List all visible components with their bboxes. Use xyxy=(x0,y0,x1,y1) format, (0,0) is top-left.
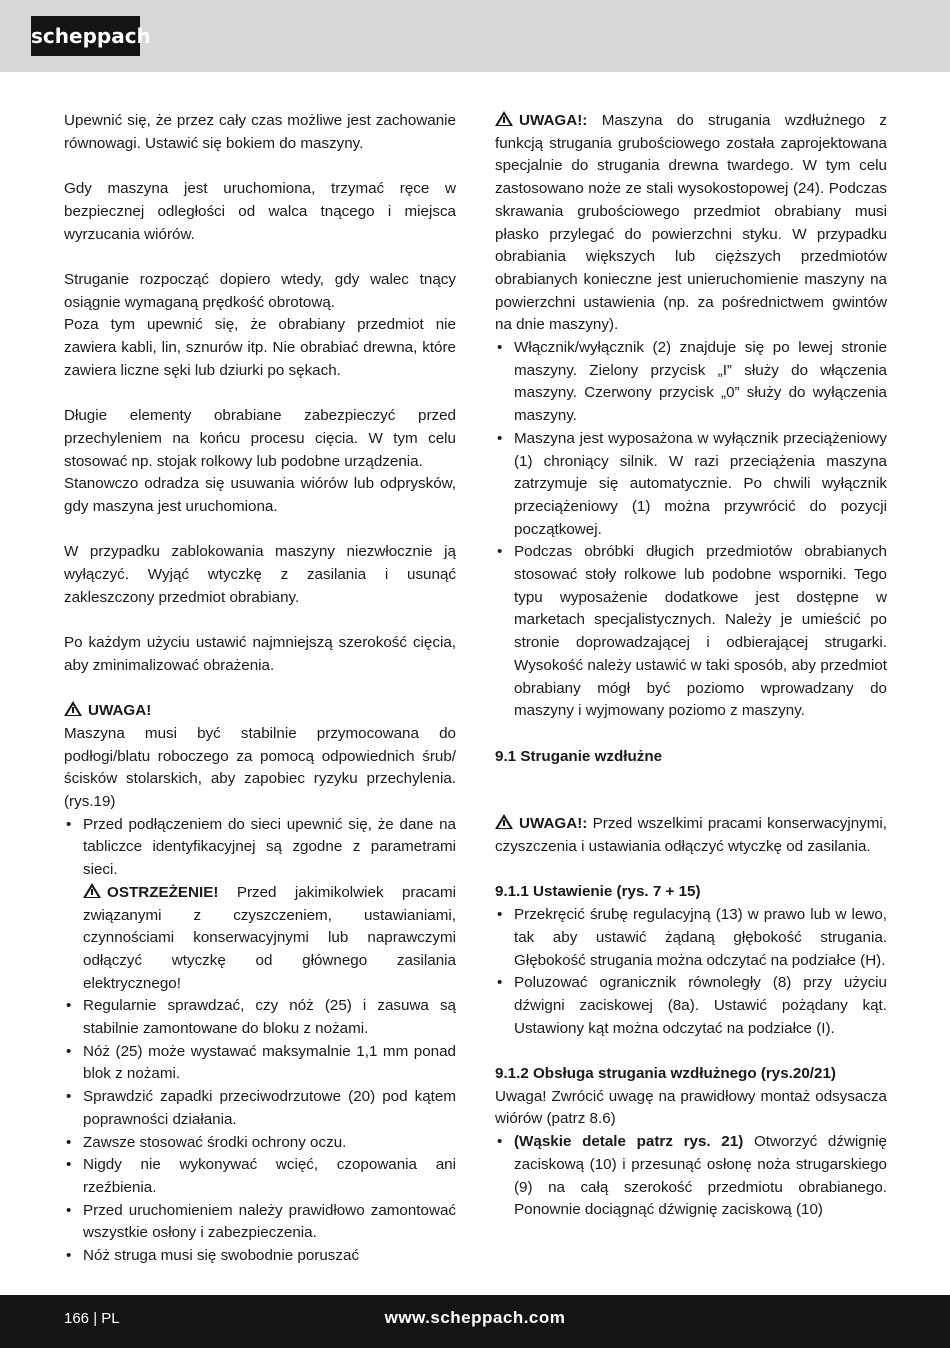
brand-logo: scheppach xyxy=(31,16,140,56)
warning-block xyxy=(495,110,887,337)
paragraph: Upewnić się, że przez cały czas możliwe jest zachowanie równowagi. Ustawić się bokiem do maszyny. xyxy=(64,112,456,152)
left-column xyxy=(64,110,456,1268)
paragraph: Stanowczo odradza się usuwania wiórów lub odprysków, gdy maszyna jest uruchomiona. xyxy=(64,475,456,515)
paragraph: Uwaga! Zwrócić uwagę na prawidłowy montaż odsysacza wiórów (patrz 8.6) xyxy=(495,1087,887,1128)
warning-triangle-icon xyxy=(495,111,513,126)
list-item: • Podczas obróbki długich przedmiotów obrabianych stosować stoły rolkowe lub podobne wsporniki. Tego typu wyposażenie dodatkowe jest dostępne w marketach specjalistycznych. Należy je umieścić po stronie doprowadzającej i odbierającej strugarki. Wysokość należy ustawić w taki sposób, aby przedmiot obrabiany mógł być poziomo wprowadzany do maszyny i wyjmowany poziomo z maszyny. xyxy=(495,541,887,723)
page-header xyxy=(0,0,950,72)
list-item: • Włącznik/wyłącznik (2) znajduje się po lewej stronie maszyny. Zielony przycisk „I” służy do włączenia maszyny. Czerwony przycisk „0” służy do wyłączenia maszyny. xyxy=(495,337,887,428)
warning-text: Maszyna musi być stabilnie przymocowana do podłogi/blatu roboczego za pomocą odpowiednich śrub/ścisków stolarskich, aby zapobiec ryzyku przechylenia. (rys.19) xyxy=(64,724,456,810)
paragraph: Struganie rozpocząć dopiero wtedy, gdy walec tnący osiągnie wymaganą prędkość obrotową. xyxy=(64,270,456,311)
list-item: • Maszyna jest wyposażona w wyłącznik przeciążeniowy (1) chroniący silnik. W razi przeciążenia maszyna zatrzymuje się automatycznie. Po chwili wyłącznik przeciążeniowy (1) można przywrócić do pozycji początkowej. xyxy=(495,428,887,542)
warning-text: Maszyna do strugania wzdłużnego z funkcją strugania grubościowego została zaprojektowana specjalnie do strugania drewna twardego. W tym celu zastosowano noże ze stali wysokostopowej (24). Podczas skrawania grubościowego przedmiot obrabiany musi płasko przylegać do powierzchni styku. W przypadku obrabiania większych lub cięższych przedmiotów obrabianych konieczne jest unieruchomienie maszyny na powierzchni ustawienia (np. za pośrednictwem gwintów na dnie maszyny). xyxy=(495,112,887,334)
list-item: • Przed uruchomieniem należy prawidłowo zamontować wszystkie osłony i zabezpieczenia. xyxy=(64,1200,456,1245)
sub-warning-text: Przed jakimikolwiek pracami związanymi z czyszczeniem, ustawianiami, czynnościami konserwacyjnymi lub naprawczymi odłączyć wtyczkę od głównego zasilania elektrycznego! xyxy=(83,883,456,992)
list-item xyxy=(64,814,456,996)
info-list xyxy=(495,337,887,723)
right-column xyxy=(495,110,887,1222)
list-item: • Regularnie sprawdzać, czy nóż (25) i zasuwa są stabilnie zamontowane do bloku z nożami. xyxy=(64,995,456,1040)
paragraph: Poza tym upewnić się, że obrabiany przedmiot nie zawiera kabli, lin, sznurów itp. Nie obrabiać drewna, które zawiera liczne sęki lub dziurki po sękach. xyxy=(64,316,456,379)
list-item-text: Otworzyć dźwignię zaciskową (10) i przesunąć osłonę noża strugarskiego (9) na całą szerokość przedmiotu obrabianego. Ponownie dociągnąć dźwignię zaciskową (10) xyxy=(514,1133,887,1219)
paragraph: Po każdym użyciu ustawić najmniejszą szerokość cięcia, aby zminimalizować obrażenia. xyxy=(64,634,456,674)
list-item-bold: (Wąskie detale patrz rys. 21) xyxy=(514,1133,744,1151)
sub-warning-title: OSTRZEŻENIE! xyxy=(107,883,219,901)
page-footer xyxy=(0,1295,950,1348)
list-item: • Nigdy nie wykonywać wcięć, czopowania ani rzeźbienia. xyxy=(64,1154,456,1199)
list-item: • Nóż (25) może wystawać maksymalnie 1,1 mm ponad blok z nożami. xyxy=(64,1041,456,1086)
subsection-heading: 9.1.2 Obsługa strugania wzdłużnego (rys.20/21) xyxy=(495,1065,836,1083)
warning-heading xyxy=(64,700,456,723)
warning-title: UWAGA!: xyxy=(519,112,588,129)
sub-warning xyxy=(83,882,456,996)
paragraph: Długie elementy obrabiane zabezpieczyć przed przechyleniem na końcu procesu cięcia. W tym celu stosować np. stojak rolkowy lub podobne urządzenia. xyxy=(64,407,456,470)
warning-triangle-icon xyxy=(495,814,513,829)
warning-triangle-icon xyxy=(64,701,82,716)
section-heading: 9.1 Struganie wzdłużne xyxy=(495,747,663,765)
paragraph: W przypadku zablokowania maszyny niezwłocznie ją wyłączyć. Wyjąć wtyczkę z zasilania i usunąć zakleszczony przedmiot obrabiany. xyxy=(64,543,456,606)
list-item xyxy=(495,1131,887,1222)
list-item: • Poluzować ogranicznik równoległy (8) przy użyciu dźwigni zaciskowej (8a). Ustawić pożądany kąt. Ustawiony kąt można odczytać na podziałce (I). xyxy=(495,972,887,1040)
list-item-text: Przed podłączeniem do sieci upewnić się, że dane na tabliczce identyfikacyjnej są zgodne z parametrami sieci. xyxy=(83,815,456,879)
warning-title: UWAGA!: xyxy=(519,815,588,833)
warning-title: UWAGA! xyxy=(88,702,152,720)
website-url: www.scheppach.com xyxy=(384,1308,566,1327)
list-item: • Przekręcić śrubę regulacyjną (13) w prawo lub w lewo, tak aby ustawić żądaną głębokość strugania. Głębokość strugania można odczytać na podziałce (H). xyxy=(495,904,887,972)
settings-list xyxy=(495,904,887,1040)
warning-triangle-icon xyxy=(83,883,101,898)
list-item: • Sprawdzić zapadki przeciwodrzutowe (20) pod kątem poprawności działania. xyxy=(64,1086,456,1131)
safety-list xyxy=(64,814,456,1268)
warning-block xyxy=(495,813,887,858)
page-number: 166 | PL xyxy=(64,1310,120,1327)
list-item: • Nóż struga musi się swobodnie poruszać xyxy=(64,1245,456,1268)
paragraph: Gdy maszyna jest uruchomiona, trzymać ręce w bezpiecznej odległości od walca tnącego i miejsca wyrzucania wiórów. xyxy=(64,180,456,243)
list-item: • Zawsze stosować środki ochrony oczu. xyxy=(64,1132,456,1155)
operation-list xyxy=(495,1131,887,1222)
subsection-heading: 9.1.1 Ustawienie (rys. 7 + 15) xyxy=(495,883,701,901)
warning-text: Przed wszelkimi pracami konserwacyjnymi, czyszczenia i ustawiania odłączyć wtyczkę od zasilania. xyxy=(495,815,887,856)
